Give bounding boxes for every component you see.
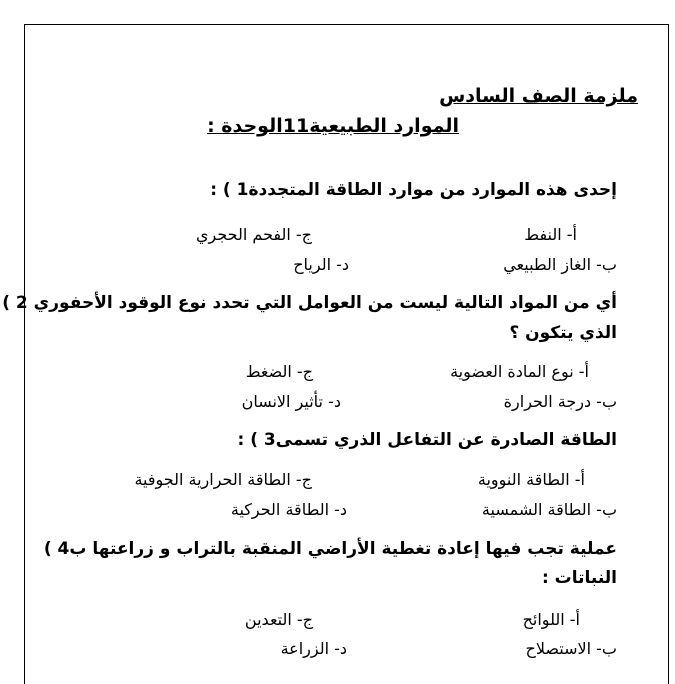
q3-option-a: أ- الطاقة النووية — [477, 470, 585, 489]
question-4-line-1: عملية تجب فيها إعادة تغطية الأراضي المنقبة بالتراب و زراعتها ب4 ) — [43, 539, 617, 559]
q2-option-c: ج- الضغط — [245, 362, 313, 381]
question-2-line-1: أي من المواد التالية ليست من العوامل التي تحدد نوع الوقود الأحفوري 2 ) — [2, 293, 617, 313]
q1-option-d: د- الرياح — [293, 255, 349, 274]
q2-option-a: أ- نوع المادة العضوية — [450, 362, 589, 381]
unit-title: الموارد الطبيعية11الوحدة : — [207, 115, 459, 137]
q4-option-b: ب- الاستصلاح — [525, 639, 617, 658]
q4-option-c: ج- التعدين — [244, 610, 313, 629]
q3-option-c: ج- الطاقة الحرارية الجوفية — [134, 470, 312, 489]
question-4-line-2: النباتات : — [541, 568, 617, 588]
document-title: ملزمة الصف السادس — [439, 85, 638, 107]
q4-option-a: أ- اللوائح — [522, 610, 580, 629]
q1-option-c: ج- الفحم الحجري — [196, 225, 312, 244]
q2-option-d: د- تأثير الانسان — [241, 392, 341, 411]
question-2-line-2: الذي يتكون ؟ — [509, 323, 617, 343]
q1-option-b: ب- الغاز الطبيعي — [503, 255, 617, 274]
question-1: إحدى هذه الموارد من موارد الطاقة المتجددة1 ) : — [210, 180, 617, 200]
question-3: الطاقة الصادرة عن التفاعل الذري تسمى3 ) : — [237, 430, 617, 450]
q3-option-b: ب- الطاقة الشمسية — [481, 500, 617, 519]
q2-option-b: ب- درجة الحرارة — [503, 392, 617, 411]
q4-option-d: د- الزراعة — [280, 639, 347, 658]
q1-option-a: أ- النفط — [524, 225, 577, 244]
q3-option-d: د- الطاقة الحركية — [230, 500, 347, 519]
